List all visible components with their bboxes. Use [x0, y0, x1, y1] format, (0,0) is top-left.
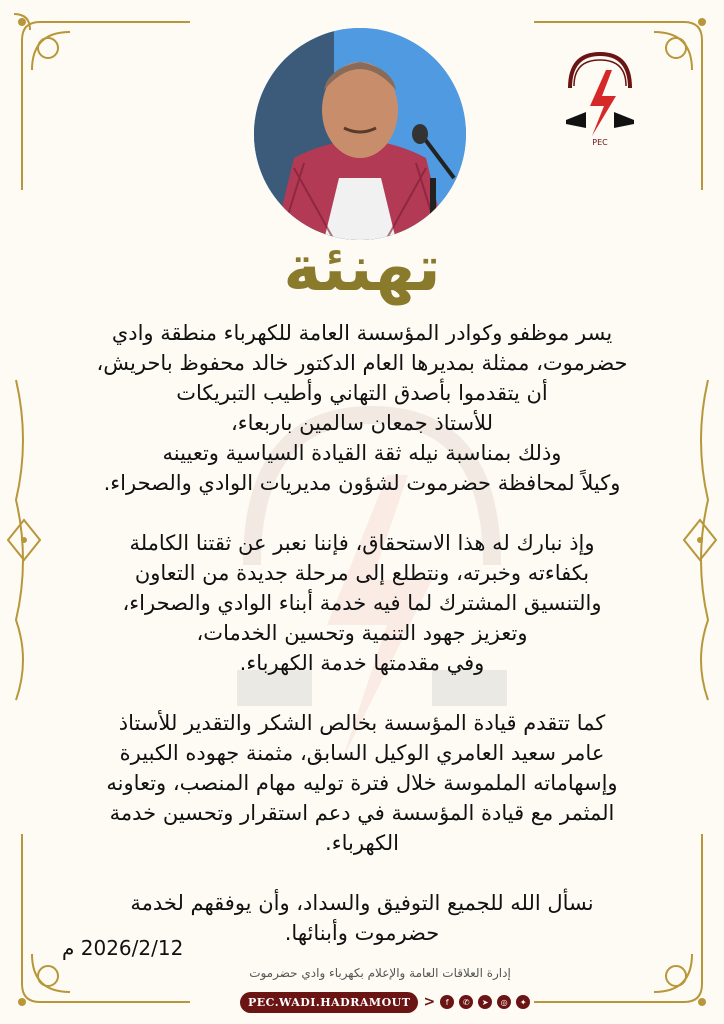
text-line: الكهرباء.	[325, 831, 399, 855]
text-line: حضرموت، ممثلة بمديرها العام الدكتور خالد محفوظ باحريش،	[96, 351, 628, 375]
chevron-right-icon: >	[423, 994, 436, 1010]
footer-department: إدارة العلاقات العامة والإعلام بكهرباء وادي حضرموت	[249, 966, 511, 980]
text-line: للأستاذ جمعان سالمين باربعاء،	[231, 411, 493, 435]
message-body	[56, 318, 668, 978]
date-label: 2026/2/12 م	[62, 936, 184, 960]
text-line: يسر موظفو وكوادر المؤسسة العامة للكهرباء منطقة وادي	[111, 321, 613, 345]
text-line: عامر سعيد العامري الوكيل السابق، مثمنة جهوده الكبيرة	[119, 741, 605, 765]
text-line: بكفاءته وخبرته، ونتطلع إلى مرحلة جديدة من التعاون	[134, 561, 590, 585]
text-line: نسأل الله للجميع التوفيق والسداد، وأن يوفقهم لخدمة	[130, 891, 594, 915]
text-line: وإسهاماته الملموسة خلال فترة توليه مهام المنصب، وتعاونه	[106, 771, 618, 795]
facebook-icon[interactable]: f	[440, 995, 454, 1009]
portrait-photo	[254, 28, 466, 240]
text-line: وكيلاً لمحافظة حضرموت لشؤون مديريات الوادي والصحراء.	[103, 471, 621, 495]
text-line: حضرموت وأبنائها.	[284, 921, 440, 945]
social-handle-link[interactable]: PEC.WADI.HADRAMOUT	[240, 992, 418, 1013]
instagram-icon[interactable]: ◎	[497, 995, 511, 1009]
paragraph-1	[56, 318, 668, 498]
text-line: وتعزيز جهود التنمية وتحسين الخدمات،	[196, 621, 528, 645]
paragraph-2	[56, 528, 668, 678]
text-line: كما تتقدم قيادة المؤسسة بخالص الشكر والتقدير للأستاذ	[118, 711, 606, 735]
twitter-icon[interactable]: ✦	[516, 995, 530, 1009]
page-title: تهنئة	[283, 232, 441, 306]
pec-logo	[562, 48, 638, 148]
text-line: والتنسيق المشترك لما فيه خدمة أبناء الوادي والصحراء،	[122, 591, 602, 615]
paragraph-3	[56, 708, 668, 858]
text-line: المثمر مع قيادة المؤسسة في دعم استقرار وتحسين خدمة	[109, 801, 615, 825]
text-line: وفي مقدمتها خدمة الكهرباء.	[239, 651, 485, 675]
text-line: وإذ نبارك له هذا الاستحقاق، فإننا نعبر عن ثقتنا الكاملة	[129, 531, 595, 555]
logo-label: PEC	[592, 138, 608, 147]
text-line: وذلك بمناسبة نيله ثقة القيادة السياسية وتعيينه	[162, 441, 562, 465]
whatsapp-icon[interactable]: ✆	[459, 995, 473, 1009]
telegram-icon[interactable]: ➤	[478, 995, 492, 1009]
footer-social-bar	[240, 991, 530, 1013]
text-line: أن يتقدموا بأصدق التهاني وأطيب التبريكات	[176, 381, 548, 405]
